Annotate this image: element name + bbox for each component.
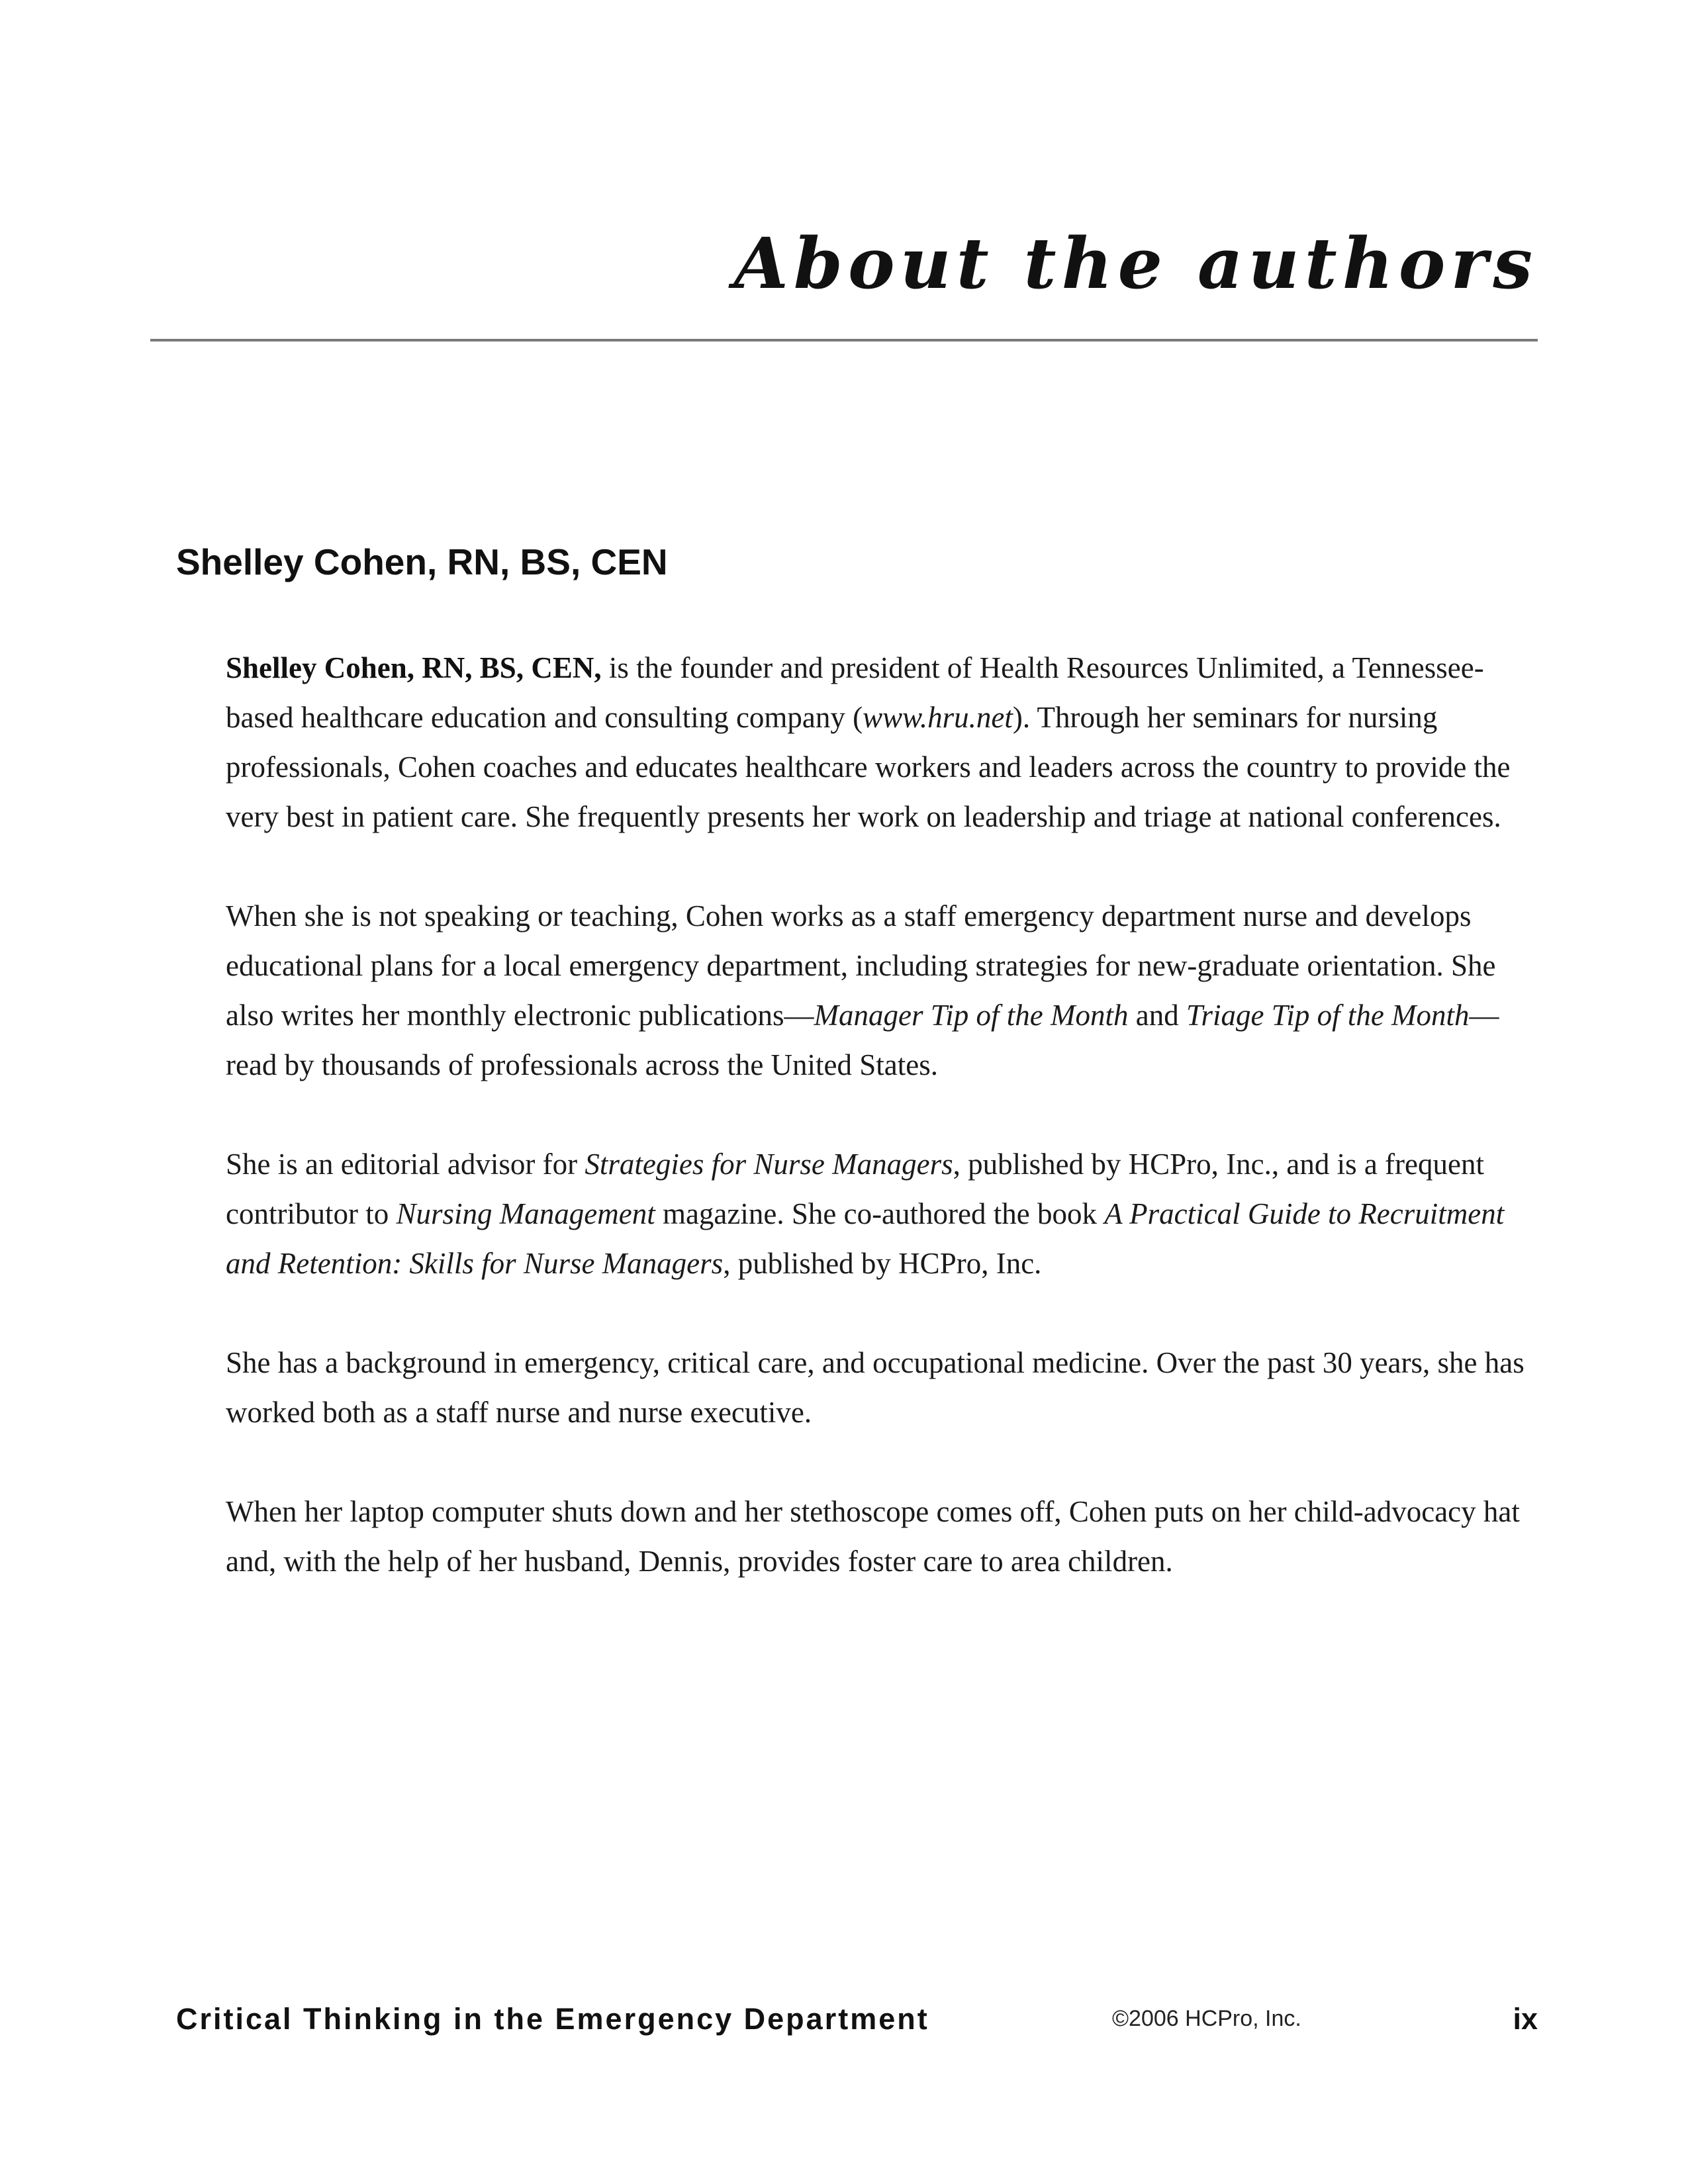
- title-divider: [150, 339, 1538, 341]
- author-name-bold: Shelley Cohen, RN, BS, CEN,: [226, 651, 602, 684]
- book-title: A Practical Guide to Recruitment and Retention: Skills for Nurse Managers: [226, 1197, 1505, 1280]
- bio-paragraph: When her laptop computer shuts down and her stethoscope comes off, Cohen puts on her child-advocacy hat and, with the help of her husband, Dennis, provides foster care to area children.: [226, 1495, 1520, 1578]
- publication-title: Strategies for Nurse Managers: [585, 1148, 953, 1181]
- author-heading: Shelley Cohen, RN, BS, CEN: [176, 541, 668, 582]
- publication-title: Manager Tip of the Month: [814, 999, 1129, 1032]
- bio-paragraph: When she is not speaking or teaching, Cohen works as a staff emergency department nurse and develops educational plans for a local emergency department, including strategies for new-graduate orientation. She also writes her monthly electronic publications—Manager Tip of the Month and Triage Tip of the Month—read by thousands of professionals across the United States.: [226, 899, 1499, 1081]
- company-url: www.hru.net: [863, 701, 1013, 734]
- author-bio: [226, 643, 1543, 1586]
- page-title: About the authors: [733, 222, 1538, 304]
- bio-paragraph: She is an editorial advisor for Strategies for Nurse Managers, published by HCPro, Inc., and is a frequent contributor to Nursing Management magazine. She co-authored the book A Practical Guide to Recruitment and Retention: Skills for Nurse Managers, published by HCPro, Inc.: [226, 1148, 1505, 1280]
- bio-paragraph: Shelley Cohen, RN, BS, CEN, is the founder and president of Health Resources Unlimited, a Tennessee-based healthcare education and consulting company (www.hru.net). Through her seminars for nursing professionals, Cohen coaches and educates healthcare workers and leaders across the country to provide the very best in patient care. She frequently presents her work on leadership and triage at national conferences.: [226, 651, 1511, 833]
- footer-book-title: Critical Thinking in the Emergency Department: [176, 2002, 929, 2036]
- footer-copyright: ©2006 HCPro, Inc.: [1112, 2006, 1301, 2031]
- publication-title: Triage Tip of the Month: [1186, 999, 1470, 1032]
- bio-paragraph: She has a background in emergency, critical care, and occupational medicine. Over the past 30 years, she has worked both as a staff nurse and nurse executive.: [226, 1346, 1524, 1429]
- page-number: ix: [1513, 2002, 1538, 2036]
- publication-title: Nursing Management: [396, 1197, 655, 1230]
